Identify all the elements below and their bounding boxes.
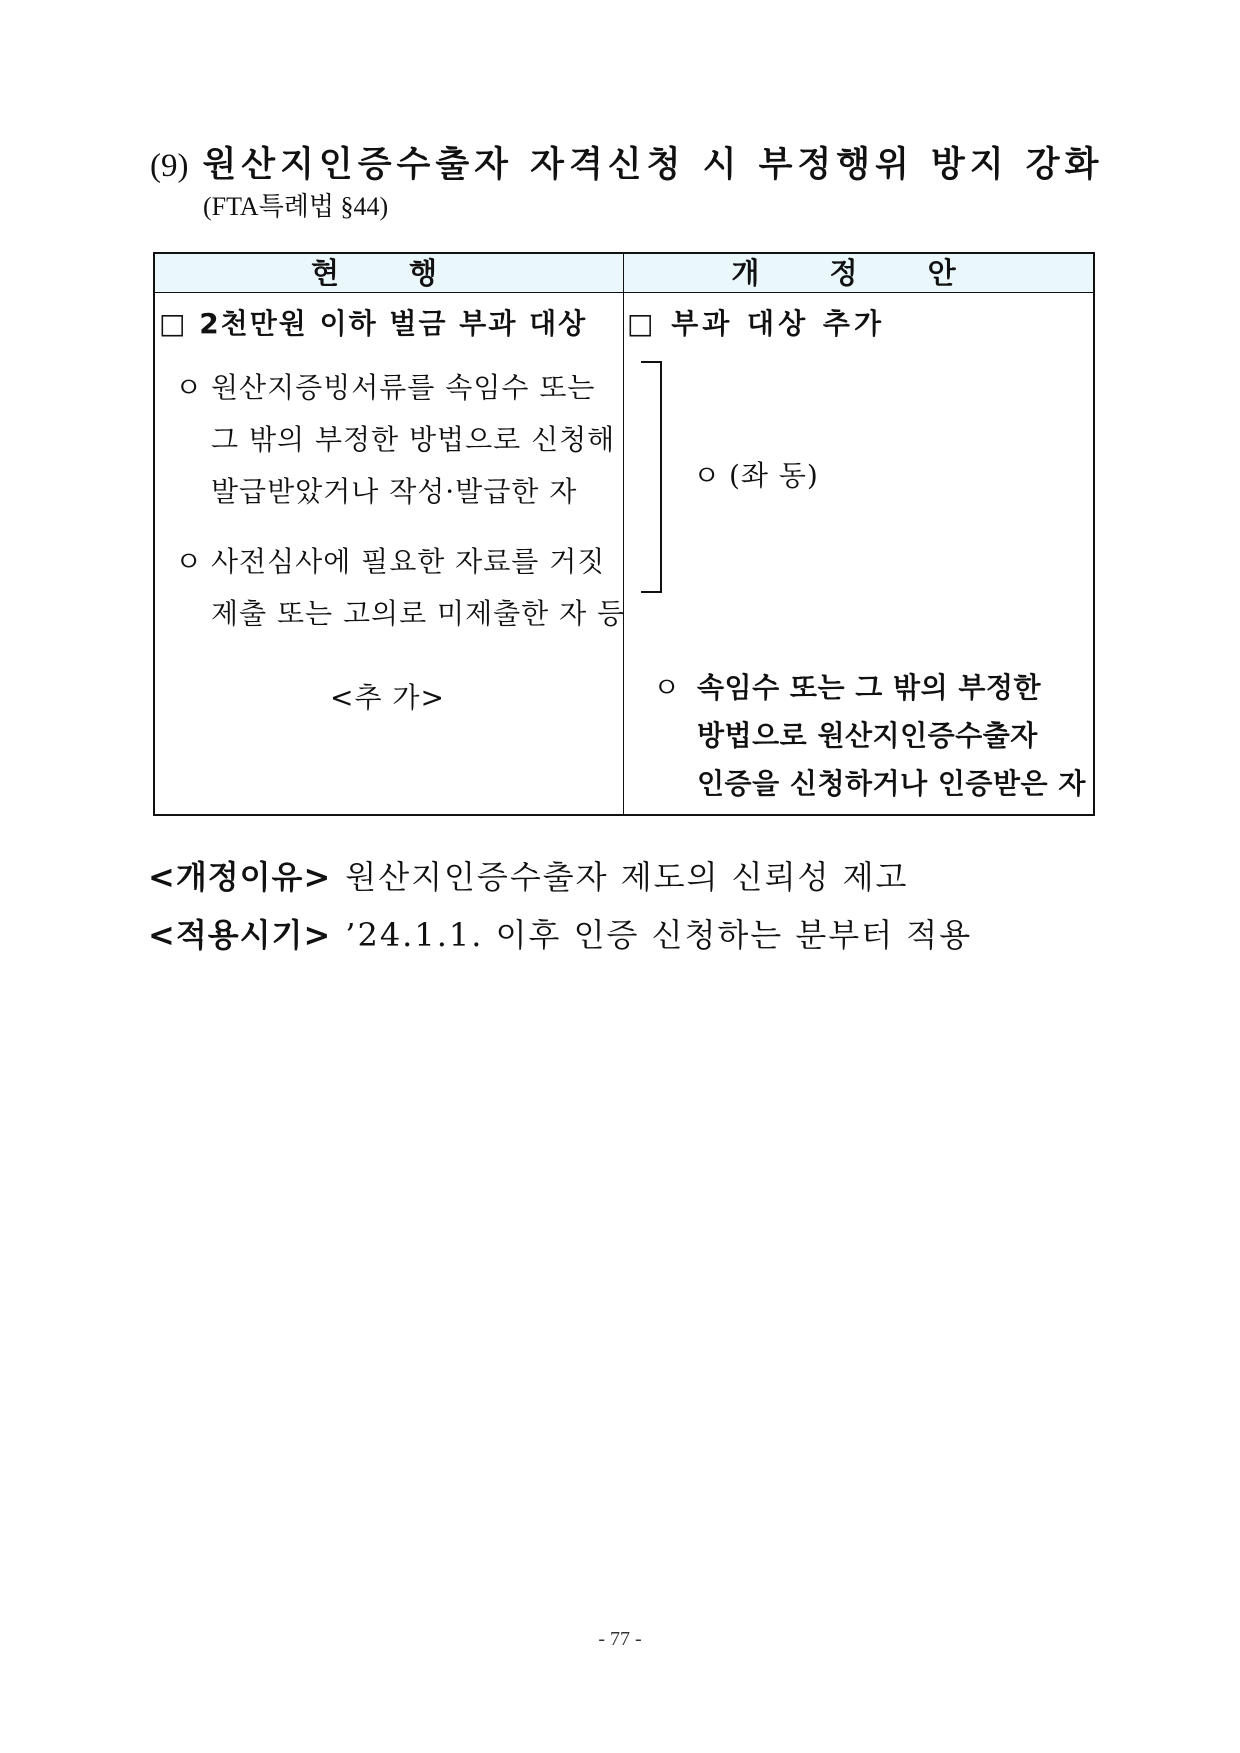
item-line: 방법으로 원산지인증수출자 [697,719,1038,752]
item-line: 그 밖의 부정한 방법으로 신청해 [211,423,616,456]
law-reference: (FTA특례법 §44) [203,192,389,221]
current-item-2 [175,536,626,646]
item-line: 사전심사에 필요한 자료를 거짓 [211,545,606,578]
section-number: (9) [150,148,189,184]
item-line: 인증을 신청하거나 인증받은 자 [697,767,1086,800]
current-addition-placeholder: <추 가> [330,681,445,714]
header-proposed: 개 정 안 [731,256,986,290]
section-title [150,140,1150,191]
bullet-icon: ㅇ [693,459,722,492]
bullet-icon: ㅇ [175,371,204,404]
current-section-heading: □ 2천만원 이하 벌금 부과 대상 [159,307,588,340]
page-number: - 77 - [598,1628,642,1650]
effective-text: ’24.1.1. 이후 인증 신청하는 분부터 적용 [345,916,973,954]
item-line: 제출 또는 고의로 미제출한 자 등 [211,597,626,630]
effective-date [148,910,972,960]
item-line: 발급받았거나 작성·발급한 자 [211,475,578,508]
bullet-icon: ㅇ [653,671,681,704]
item-text: (좌 동) [729,459,819,492]
reason-label: <개정이유> [148,858,332,896]
amendment-reason [148,852,908,902]
current-item-1 [175,362,615,522]
item-line: 속임수 또는 그 밖의 부정한 [697,671,1042,704]
item-line: 원산지증빙서류를 속임수 또는 [211,371,596,404]
comparison-table [153,252,1095,816]
proposed-same-item [693,450,1073,502]
right-bracket-icon [623,360,673,596]
proposed-section-heading: □ 부과 대상 추가 [627,307,885,340]
header-current: 현 행 [310,256,468,290]
effective-label: <적용시기> [148,916,332,954]
reason-text: 원산지인증수출자 제도의 신뢰성 제고 [345,858,909,896]
proposed-new-item [653,662,1093,822]
table-header-row [155,254,1093,293]
section-heading: 원산지인증수출자 자격신청 시 부정행위 방지 강화 [202,145,1104,185]
bullet-icon: ㅇ [175,545,204,578]
